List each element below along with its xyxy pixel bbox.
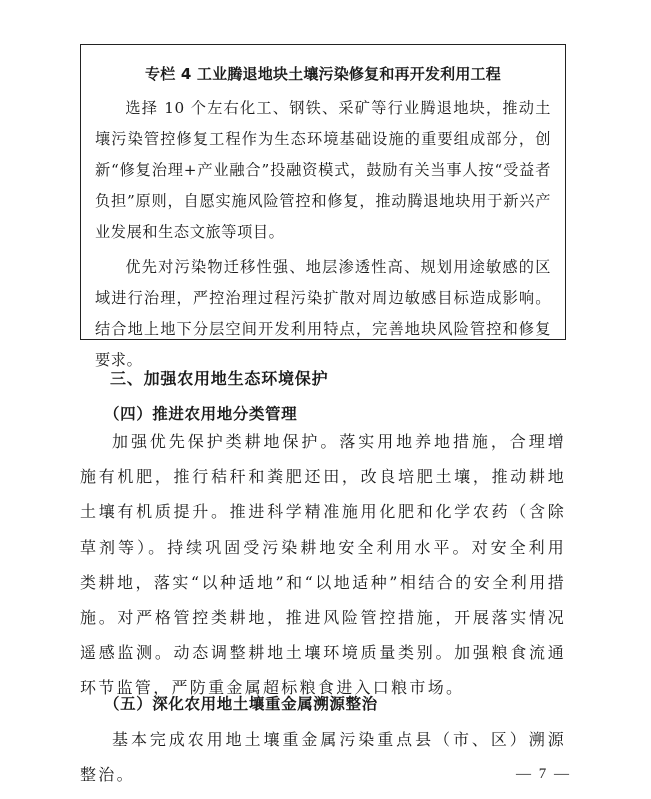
- column-box-paragraph: 优先对污染物迁移性强、地层渗透性高、规划用途敏感的区域进行治理，严控治理过程污染扩散对周边敏感目标造成影响。结合地上地下分层空间开发利用特点，完善地块风险管控和修复要求。: [95, 258, 551, 369]
- section-heading: 三、加强农用地生态环境保护: [110, 369, 329, 388]
- feature-column-box: [80, 44, 566, 369]
- column-box-paragraph: 选择 10 个左右化工、钢铁、采矿等行业腾退地块，推动土壤污染管控修复工程作为生态环境基础设施的重要组成部分，创新“修复治理+产业融合”投融资模式，鼓励有关当事人按“受益者负担”原则，自愿实施风险管控和修复，推动腾退地块用于新兴产业发展和生态文旅等项目。: [95, 99, 551, 241]
- column-box-title: 专栏 4 工业腾退地块土壤污染修复和再开发利用工程: [145, 65, 501, 83]
- subsection-4-body: 加强优先保护类耕地保护。落实用地养地措施，合理增施有机肥，推行秸秆和粪肥还田，改良培肥土壤，推动耕地土壤有机质提升。推进科学精准施用化肥和化学农药（含除草剂等）。持续巩固受污染耕地安全利用水平。对安全利用类耕地，落实“以种适地”和“以地适种”相结合的安全利用措施。对严格管控类耕地，推进风险管控措施，开展落实情况遥感监测。动态调整耕地土壤环境质量类别。加强粮食流通环节监管，严防重金属超标粮食进入口粮市场。: [80, 432, 566, 698]
- subsection-heading-4: （四）推进农用地分类管理: [104, 405, 298, 423]
- subsection-heading-5: （五）深化农用地土壤重金属溯源整治: [104, 695, 378, 713]
- subsection-5-body: 基本完成农用地土壤重金属污染重点县（市、区）溯源整治。: [80, 730, 566, 785]
- page-number: — 7 —: [516, 766, 571, 782]
